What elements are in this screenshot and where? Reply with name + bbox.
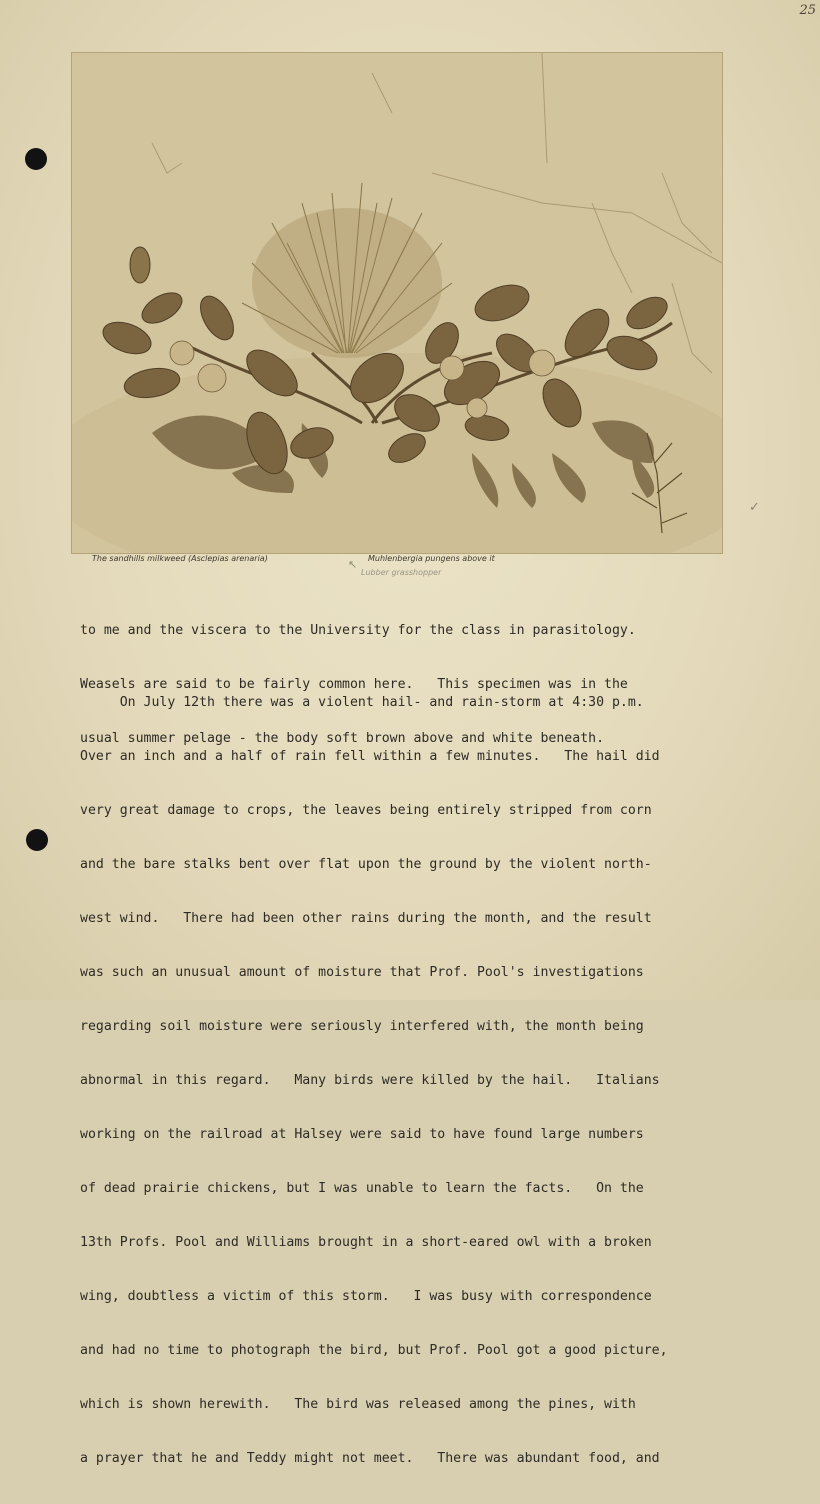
text-line: usual summer pelage - the body soft brown above and white beneath.: [80, 731, 605, 746]
milkweed-photograph: [71, 52, 723, 554]
text-line: very great damage to crops, the leaves being entirely stripped from corn: [80, 803, 652, 818]
text-line: of dead prairie chickens, but I was unable to learn the facts. On the: [80, 1181, 644, 1196]
punch-hole-top: [25, 148, 47, 170]
text-line: which is shown herewith. The bird was released among the pines, with: [80, 1397, 636, 1412]
text-line: Weasels are said to be fairly common here. This specimen was in the: [80, 677, 628, 692]
punch-hole-bottom: [26, 829, 48, 851]
text-line: to me and the viscera to the University for the class in parasitology.: [80, 623, 636, 638]
text-line: On July 12th there was a violent hail- and rain-storm at 4:30 p.m.: [80, 695, 644, 710]
text-line: wing, doubtless a victim of this storm. I was busy with correspondence: [80, 1289, 652, 1304]
text-line: Over an inch and a half of rain fell within a few minutes. The hail did: [80, 749, 660, 764]
text-line: 13th Profs. Pool and Williams brought in a short-eared owl with a broken: [80, 1235, 652, 1250]
margin-check-mark: ✓: [749, 500, 760, 515]
text-line: a prayer that he and Teddy might not meet. There was abundant food, and: [80, 1451, 660, 1466]
page-number: 25: [799, 3, 816, 18]
text-line: west wind. There had been other rains during the month, and the result: [80, 911, 652, 926]
annotation-lubber-grasshopper: Lubber grasshopper: [361, 568, 442, 577]
text-line: working on the railroad at Halsey were said to have found large numbers: [80, 1127, 644, 1142]
text-line: regarding soil moisture were seriously interfered with, the month being: [80, 1019, 644, 1034]
photo-caption-left: The sandhills milkweed (Asclepias arenaria): [92, 554, 268, 563]
text-line: was such an unusual amount of moisture that Prof. Pool's investigations: [80, 965, 644, 980]
milkweed-plant-illustration: [72, 53, 722, 553]
text-line: and the bare stalks bent over flat upon the ground by the violent north-: [80, 857, 652, 872]
text-line: and had no time to photograph the bird, but Prof. Pool got a good picture,: [80, 1343, 668, 1358]
paragraph-hail-storm: [80, 658, 740, 1504]
annotation-arrow-icon: ↖: [348, 558, 358, 571]
photo-caption-right: Muhlenbergia pungens above it: [368, 554, 495, 563]
text-line: abnormal in this regard. Many birds were killed by the hail. Italians: [80, 1073, 660, 1088]
